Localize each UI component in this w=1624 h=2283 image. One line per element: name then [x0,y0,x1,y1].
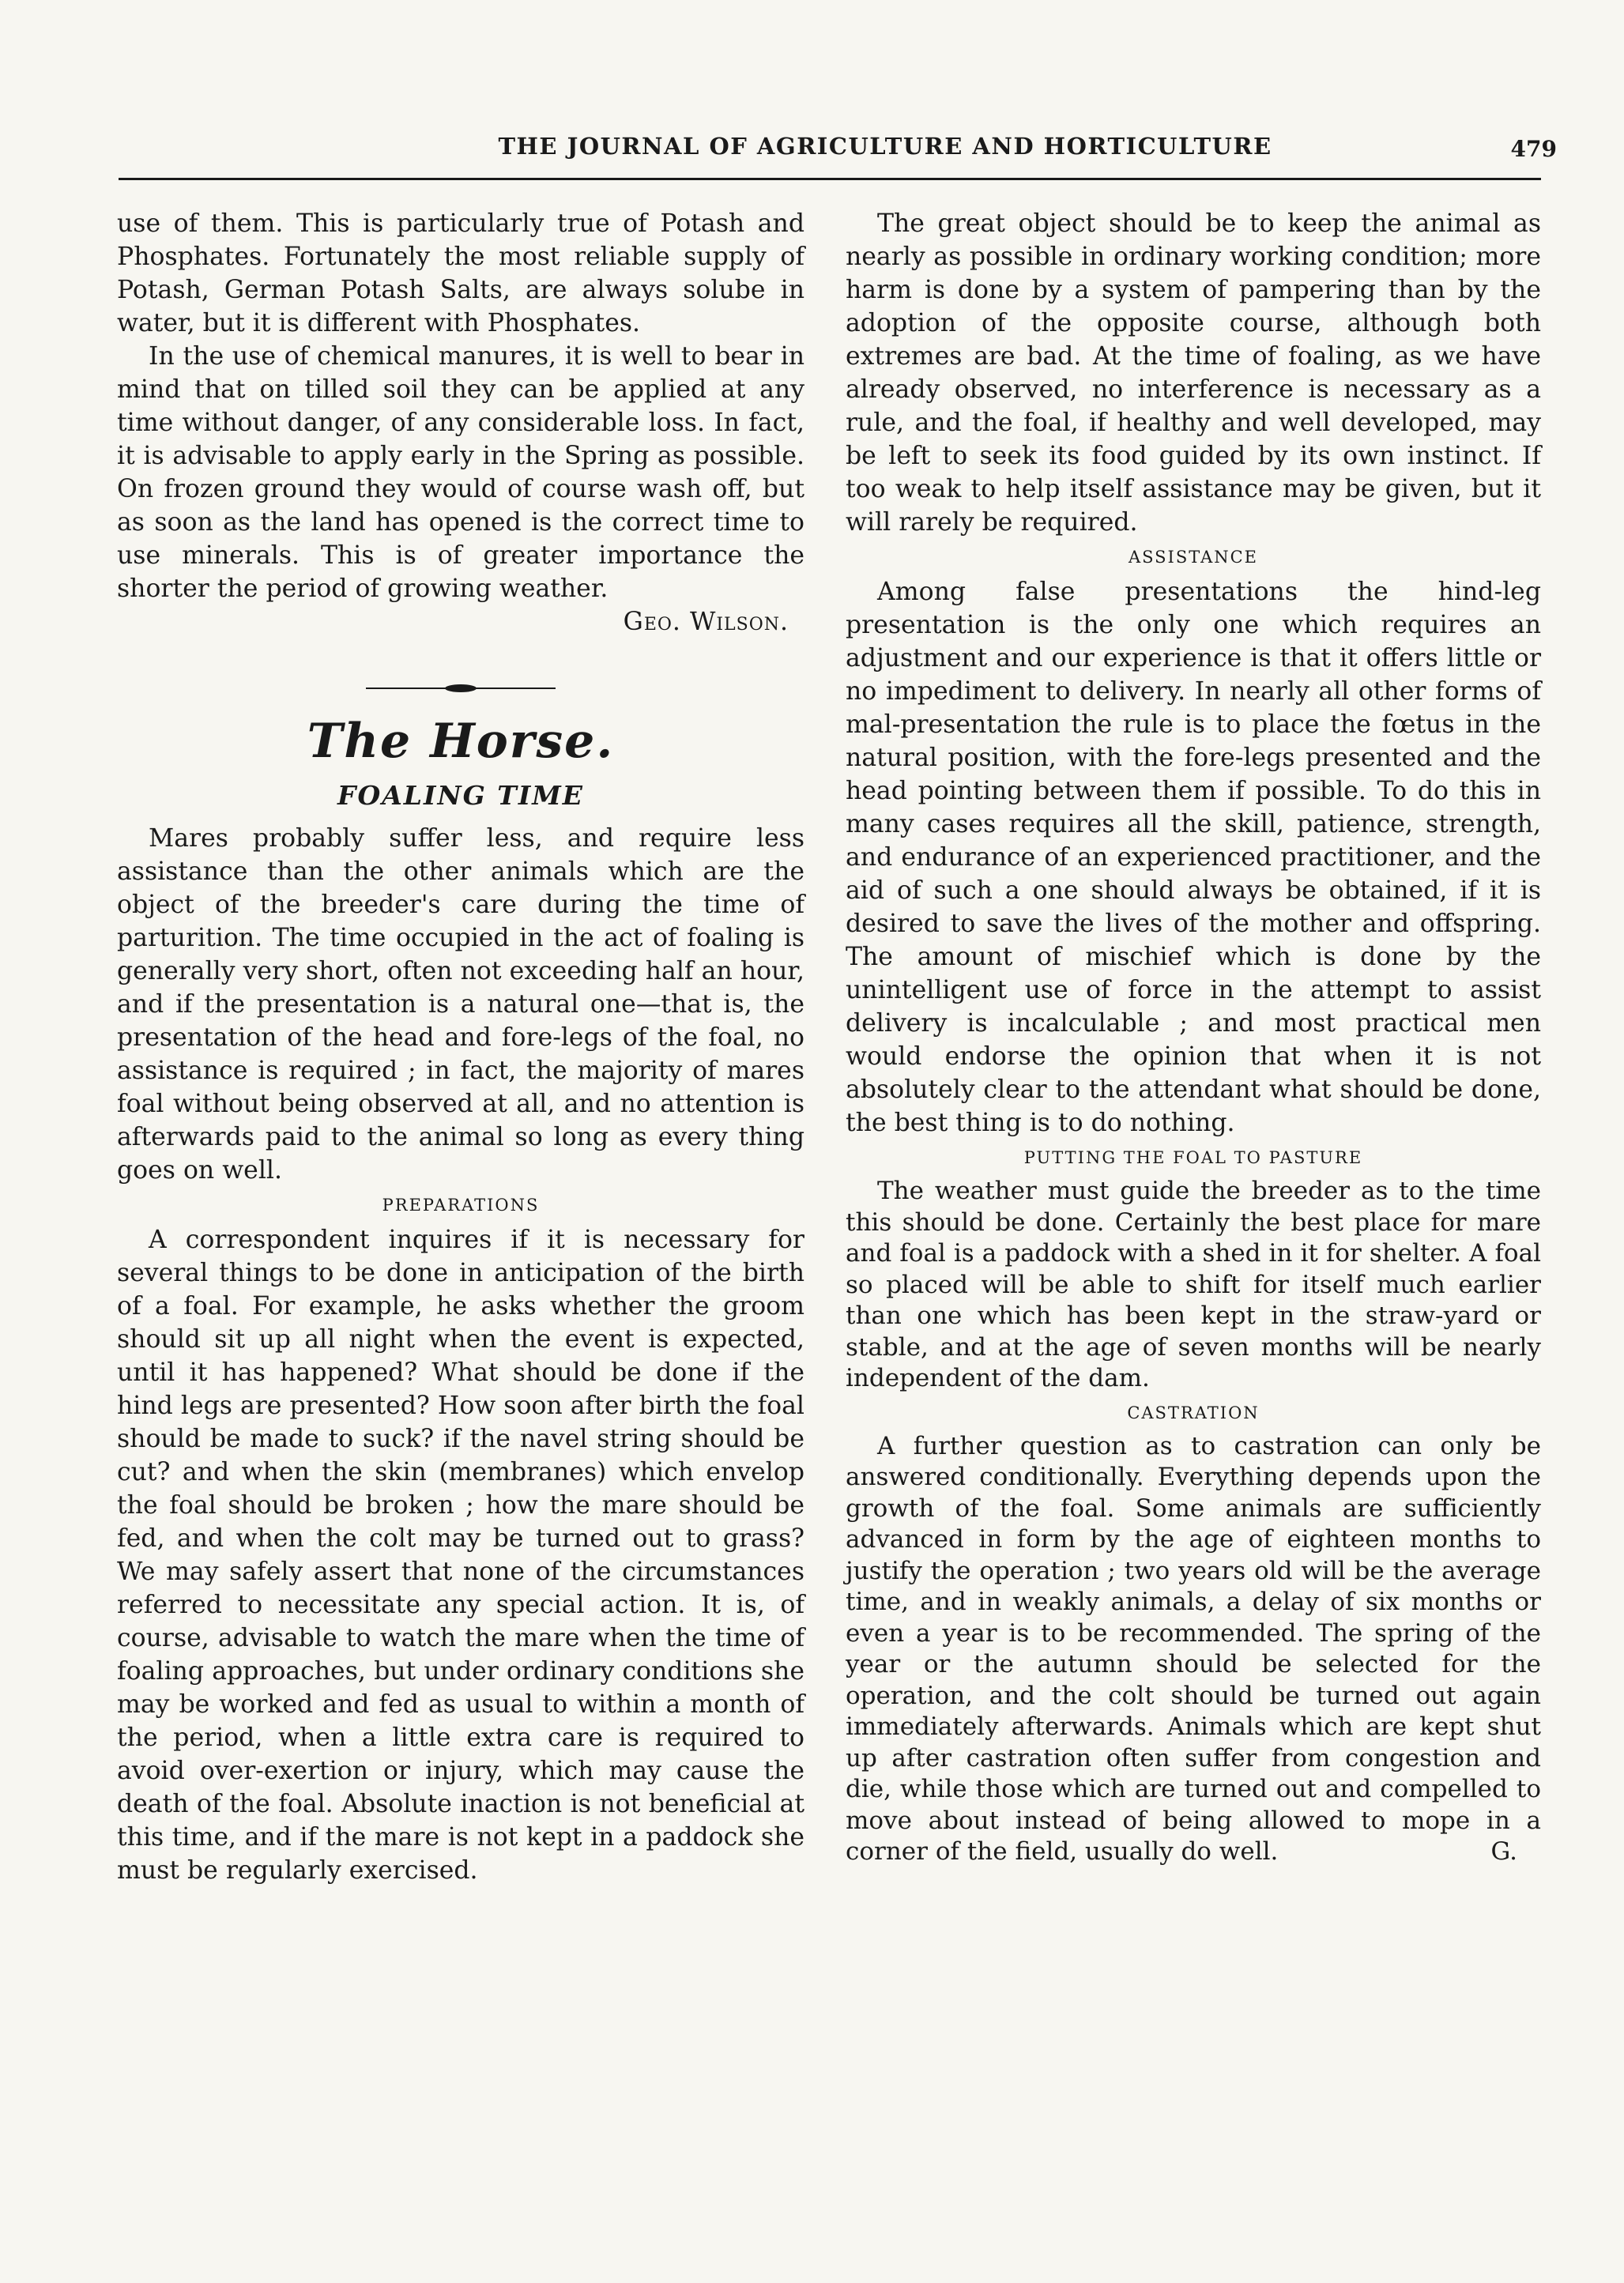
ornament-rule-icon [366,682,556,695]
section-heading: The Horse. [307,714,615,769]
running-title: THE JOURNAL OF AGRICULTURE AND HORTICULTURE [498,133,1272,160]
section-ornament [366,676,556,700]
closing-initial: G. [1490,1837,1517,1866]
running-head [119,133,1573,180]
castration-text: A further question as to castration can only be answered conditionally. Everything depends upon the growth of the foal. Some animals are sufficiently advanced in form by the age of eighteen months to justify the operation ; two years old will be the average time, and in weakly animals, a delay of six months or even a year is to be recommended. The spring of the year or the autumn should be selected for the operation, and the colt should be turned out again immediately afterwards. Animals which are kept shut up after castration often suffer from congestion and die, while those which are turned out and compelled to move about instead of being allowed to mope in a corner of the field, usually do well. [846,1431,1541,1866]
right-column [846,207,1541,1868]
castration-paragraph [846,1431,1541,1868]
preparations-paragraph: A correspondent inquires if it is necessary for several things to be done in anticipation of the birth of a foal. For example, he asks whether the groom should sit up all night when the event is expected, until it has happened? What should be done if the hind legs are presented? How soon after birth the foal should be made to suck? if the navel string should be cut? and when the skin (membranes) which envelop the foal should be broken ; how the mare should be fed, and when the colt may be turned out to grass? We may safely assert that none of the circumstances referred to necessitate any special action. It is, of course, advisable to watch the mare when the time of foaling approaches, but under ordinary conditions she may be worked and fed as usual to within a month of the period, when a little extra care is required to avoid over-exertion or injury, which may cause the death of the foal. Absolute inaction is not beneficial at this time, and if the mare is not kept in a paddock she must be regularly exercised. [117,1226,804,1885]
subhead-assistance: ASSISTANCE [1128,548,1259,567]
assistance-paragraph: Among false presentations the hind-leg presentation is the only one which requires an adjustment and our experience is that it offers little or no impediment to delivery. In nearly all other forms of mal-presentation the rule is to place the fœtus in the natural position, with the fore-legs presented and the head pointing between them if possible. To do this in many cases requires all the skill, patience, strength, and endurance of an experienced practitioner, and the aid of such a one should always be obtained, if it is desired to save the lives of the mother and offspring. The amount of mischief which is done by the unintelligent use of force in the attempt to assist delivery is incalculable ; and most practical men would endorse the opinion that when it is not absolutely clear to the attendant what should be done, the best thing is to do nothing. [846,578,1541,1137]
subhead-castration: CASTRATION [1127,1403,1260,1422]
pasture-paragraph: The weather must guide the breeder as to the time this should be done. Certainly the best place for mare and foal is a paddock with a shed in it for shelter. A foal so placed will be able to shift for itself much earlier than one which has been kept in the straw-yard or stable, and at the age of seven months will be nearly independent of the dam. [846,1177,1541,1392]
page-number: 479 [1510,136,1557,162]
left-column [117,207,804,1887]
author-signature-line [117,605,804,639]
subhead-preparations: PREPARATIONS [382,1196,540,1215]
article-title: FOALING TIME [337,780,584,811]
author-signature: Geo. Wilson. [623,608,789,636]
header-rule [119,178,1541,180]
condition-paragraph: The great object should be to keep the animal as nearly as possible in ordinary working condition; more harm is done by a system of pampering than by the adoption of the opposite course, although both extremes are bad. At the time of foaling, as we have already observed, no interference is necessary as a rule, and the foal, if healthy and well developed, may be left to seek its food guided by its own instinct. If too weak to help itself assistance may be given, but it will rarely be required. [846,209,1541,537]
chemical-manures-paragraph: In the use of chemical manures, it is well to bear in mind that on tilled soil they can be applied at any time without danger, of any considerable loss. In fact, it is advisable to apply early in the Spring as possible. On frozen ground they would of course wash off, but as soon as the land has opened is the correct time to use minerals. This is of greater importance the shorter the period of growing weather. [117,342,804,603]
continued-paragraph: use of them. This is particularly true of Potash and Phosphates. Fortunately the most reliable supply of Potash, German Potash Salts, are always solube in water, but it is different with Phosphates. [117,209,804,337]
intro-paragraph: Mares probably suffer less, and require less assistance than the other animals which are the object of the breeder's care during the time of parturition. The time occupied in the act of foaling is generally very short, often not exceeding half an hour, and if the presentation is a natural one—that is, the presentation of the head and fore-legs of the foal, no assistance is required ; in fact, the majority of mares foal without being observed at all, and no attention is afterwards paid to the animal so long as every thing goes on well. [117,824,804,1185]
subhead-pasture: PUTTING THE FOAL TO PASTURE [1023,1148,1363,1167]
